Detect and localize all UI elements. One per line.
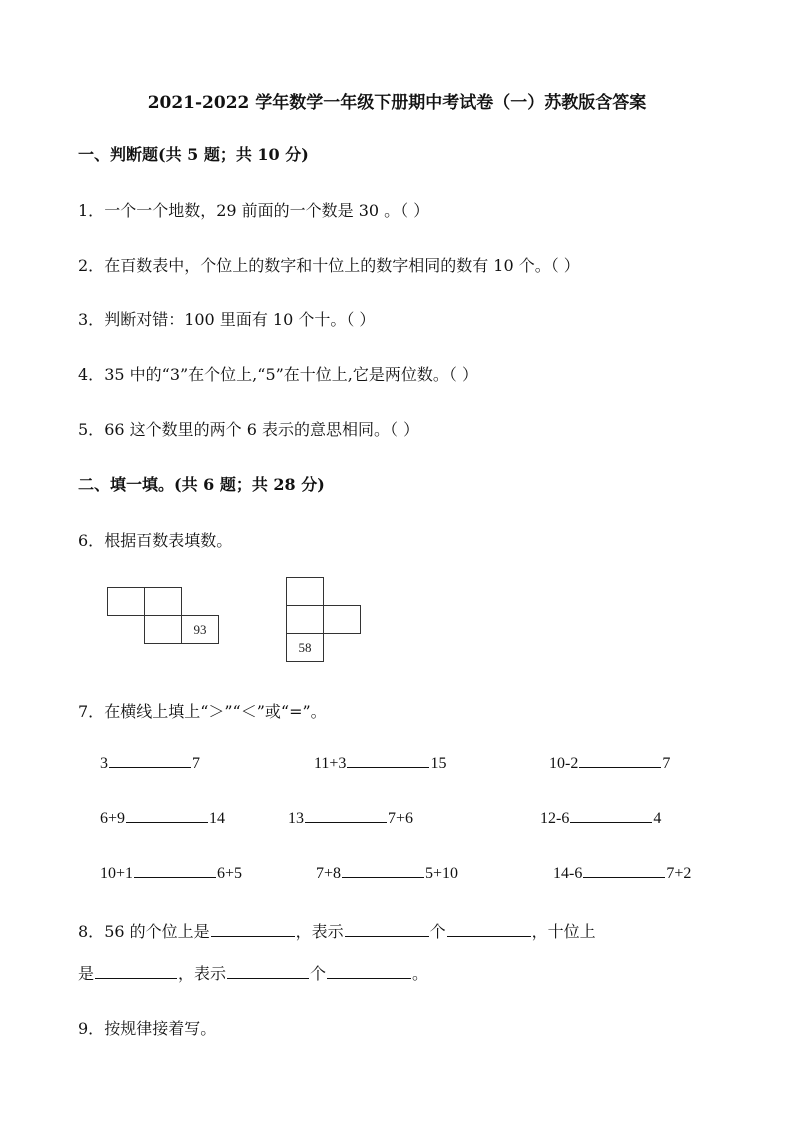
question-text: 根据百数表填数。 (104, 531, 233, 550)
compare-item: 10+1 6+5 (100, 865, 243, 882)
answer-blank[interactable] (345, 935, 429, 937)
compare-item: 11+3 15 (314, 755, 447, 772)
answer-blank[interactable] (347, 766, 429, 768)
question-number: 2． (78, 256, 105, 275)
question-number: 5． (78, 420, 105, 439)
question-number: 4． (78, 365, 105, 384)
answer-blank[interactable] (134, 876, 216, 878)
question-9 (78, 1016, 216, 1039)
answer-blank[interactable] (447, 935, 531, 937)
compare-item: 3 7 (100, 755, 200, 772)
answer-blank[interactable] (95, 977, 177, 979)
compare-item: 7+8 5+10 (316, 865, 459, 882)
page-title: 2021-2022 学年数学一年级下册期中考试卷（一）苏教版含答案 (147, 93, 647, 113)
question-7 (78, 699, 327, 722)
section-heading-fill-in: 二、填一填。(共 6 题；共 28 分) (78, 475, 325, 494)
question-number: 6． (78, 531, 105, 550)
section-heading-judgement: 一、判断题(共 5 题；共 10 分) (78, 145, 309, 164)
answer-blank[interactable] (570, 821, 652, 823)
grid-cell-value: 58 (286, 633, 324, 662)
compare-item: 6+9 14 (100, 810, 226, 827)
question-3 (78, 307, 375, 330)
question-1 (78, 198, 429, 221)
question-number: 7． (78, 702, 105, 721)
question-text: 在横线上填上“＞”“＜”或“=”。 (104, 702, 327, 721)
grid-cell (323, 605, 361, 634)
question-text: 在百数表中，个位上的数字和十位上的数字相同的数有 10 个。（ ） (104, 256, 580, 275)
question-text: 按规律接着写。 (104, 1019, 217, 1038)
answer-blank[interactable] (227, 977, 309, 979)
grid-cell-value: 93 (181, 615, 219, 644)
question-number: 8． (78, 922, 105, 941)
answer-blank[interactable] (211, 935, 295, 937)
answer-blank[interactable] (579, 766, 661, 768)
question-number: 1． (78, 201, 105, 220)
compare-item: 13 7+6 (288, 810, 414, 827)
question-text: 35 中的“3”在个位上,“5”在十位上,它是两位数。（ ） (104, 365, 478, 384)
grid-cell (144, 587, 182, 616)
question-text: 判断对错：100 里面有 10 个十。（ ） (104, 310, 376, 329)
answer-blank[interactable] (109, 766, 191, 768)
question-text: 66 这个数里的两个 6 表示的意思相同。（ ） (104, 420, 420, 439)
compare-item: 12-6 4 (540, 810, 662, 827)
answer-blank[interactable] (342, 876, 424, 878)
question-4 (78, 362, 478, 385)
question-2 (78, 253, 580, 276)
grid-cell (107, 587, 145, 616)
answer-blank[interactable] (583, 876, 665, 878)
question-8-line-2: 是 ，表示 个 。 (78, 964, 429, 983)
question-text: 一个一个地数，29 前面的一个数是 30 。（ ） (104, 201, 430, 220)
compare-item: 10-2 7 (549, 755, 671, 772)
answer-blank[interactable] (126, 821, 208, 823)
compare-item: 14-6 7+2 (553, 865, 692, 882)
question-number: 3． (78, 310, 105, 329)
answer-blank[interactable] (327, 977, 411, 979)
question-number: 9． (78, 1019, 105, 1038)
answer-blank[interactable] (305, 821, 387, 823)
grid-cell (144, 615, 182, 644)
grid-cell (286, 605, 324, 634)
question-8-line-1: 8．56 的个位上是 ，表示 个 ，十位上 (78, 922, 596, 941)
question-6 (78, 528, 232, 551)
question-5 (78, 417, 419, 440)
grid-cell (286, 577, 324, 606)
